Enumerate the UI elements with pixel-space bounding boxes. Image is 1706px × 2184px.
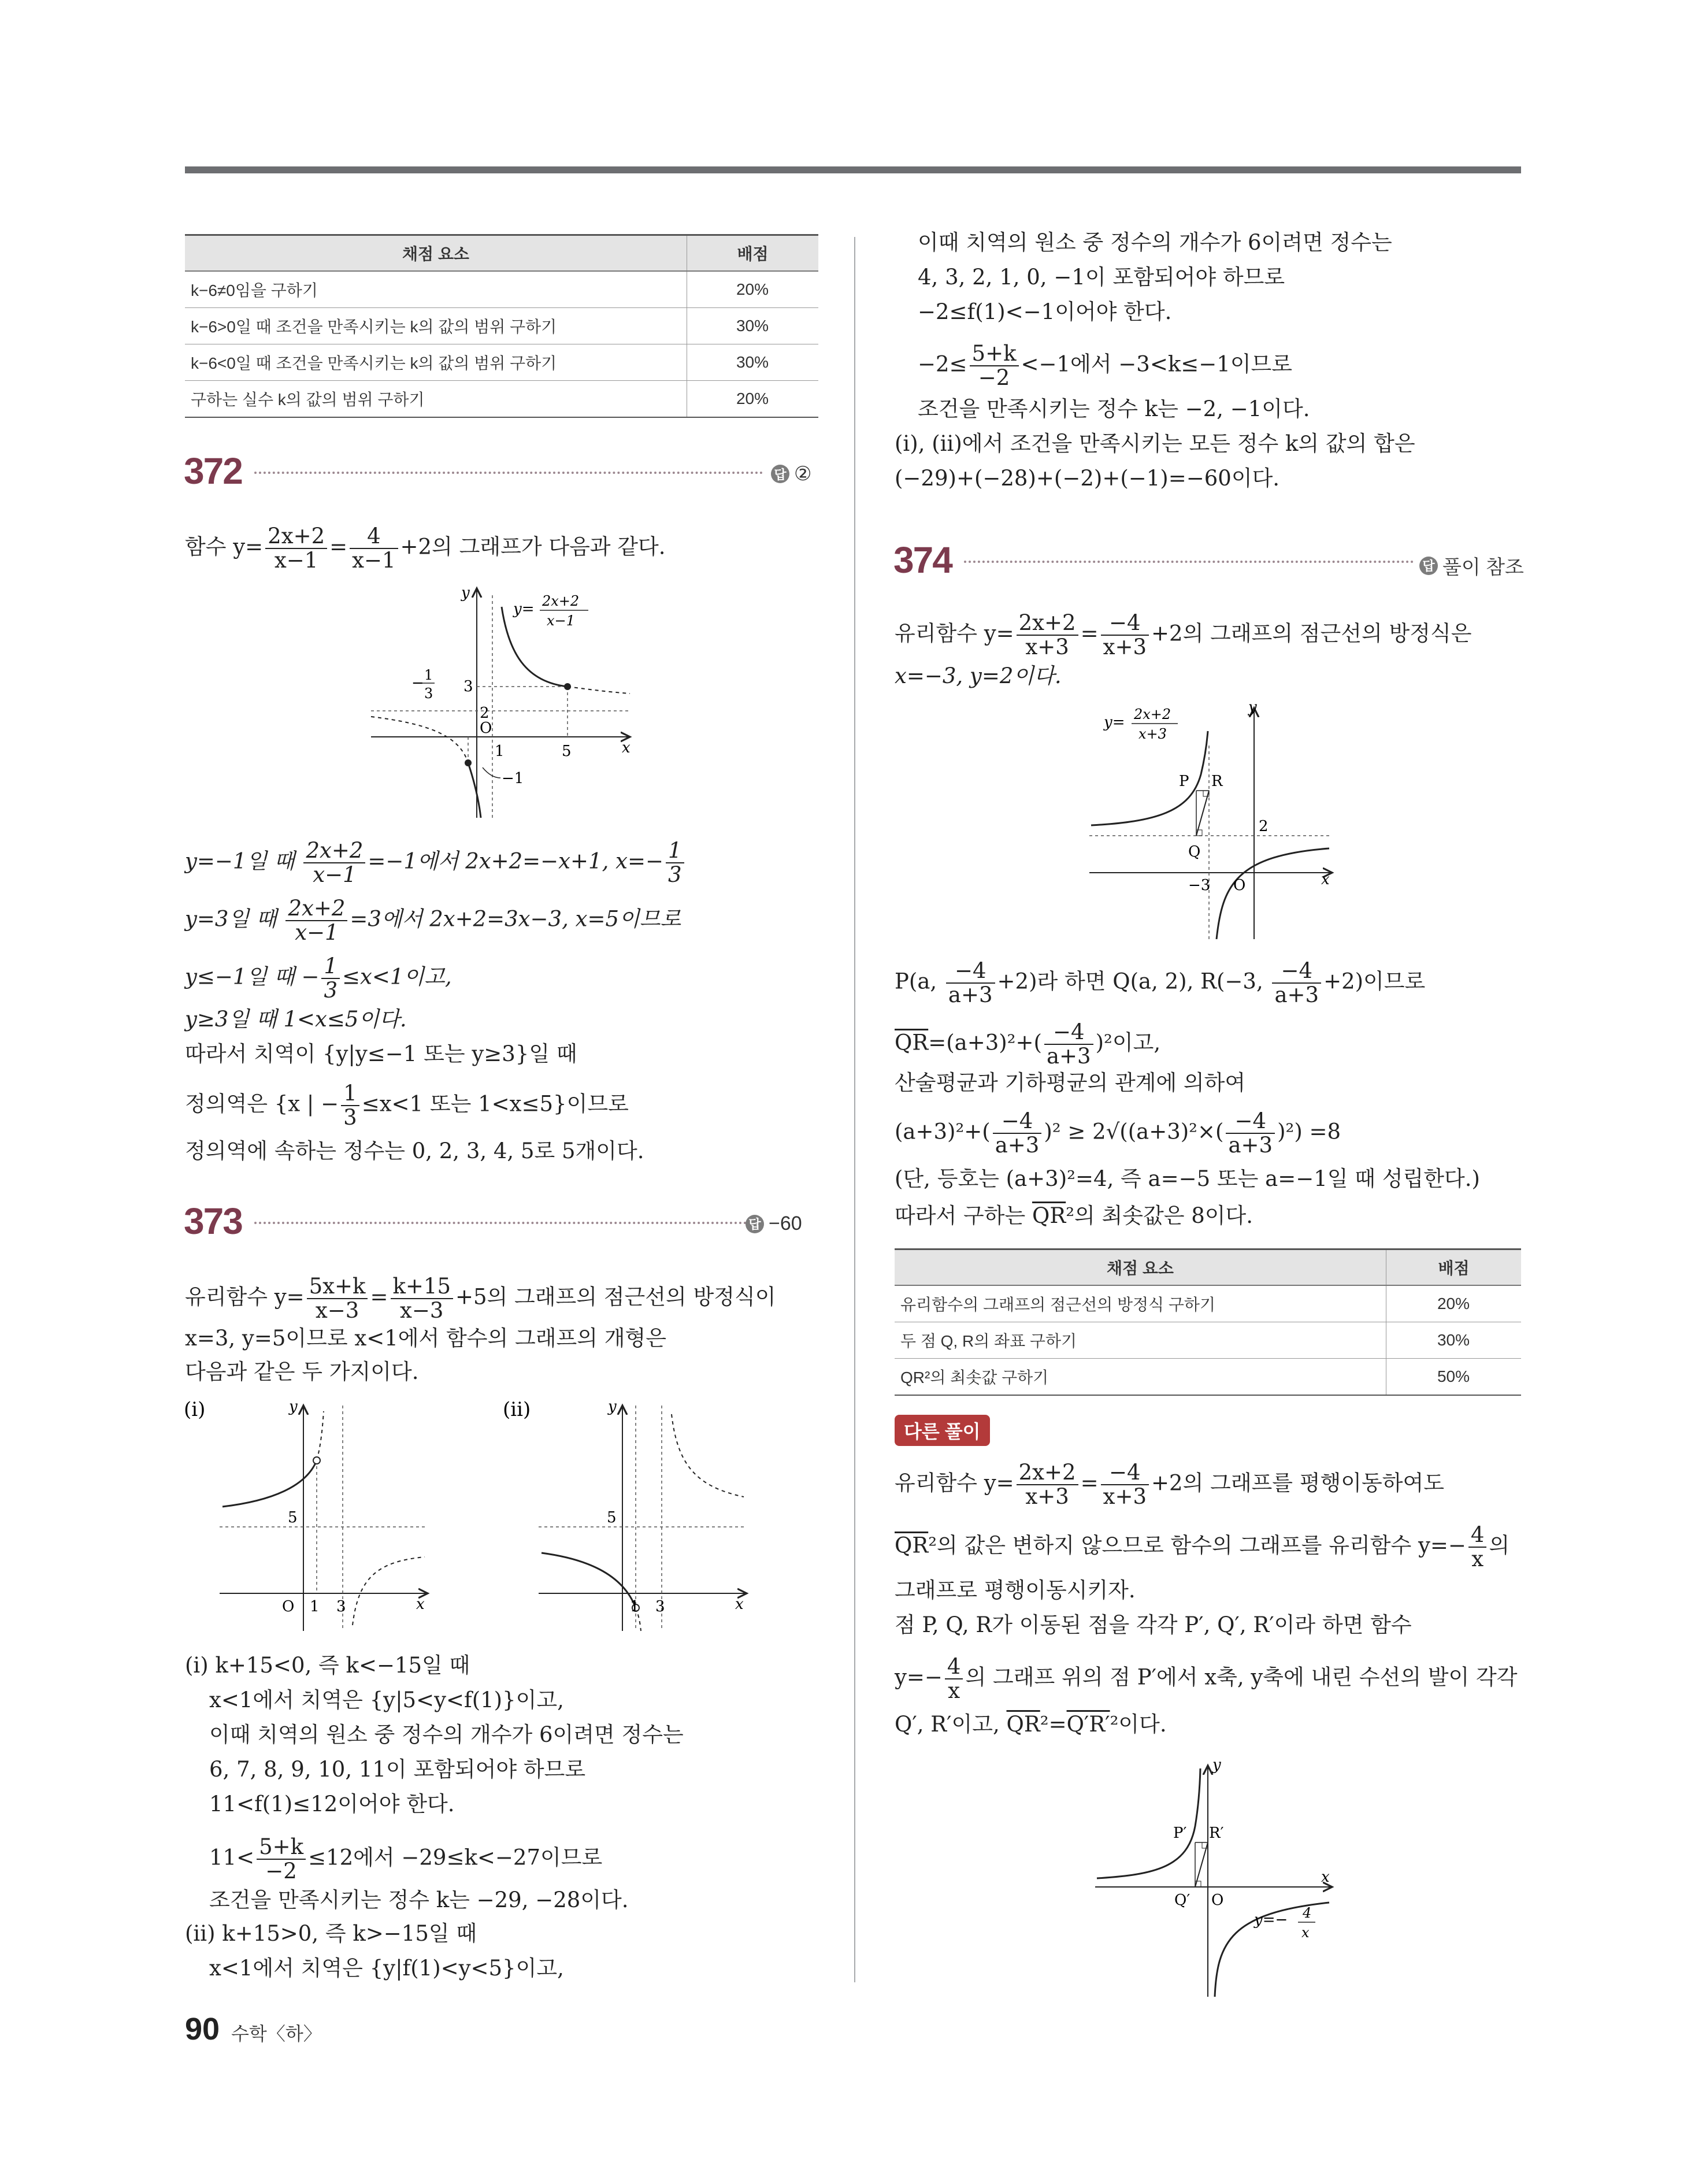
svg-text:x: x <box>1301 1925 1310 1941</box>
tick-minus-1: −1 <box>502 770 524 787</box>
p373-right-line3: −2≤f(1)<−1이어야 한다. <box>918 299 1172 324</box>
graph-374 <box>1081 699 1335 942</box>
table-row: k−6>0일 때 조건을 만족시키는 k의 값의 범위 구하기 30% <box>185 308 818 344</box>
table-row: 구하는 실수 k의 값의 범위 구하기 20% <box>185 381 818 418</box>
p373-case2-line2: x<1에서 치역은 {y|f(1)<y<5}이고, <box>209 1956 564 1981</box>
table-row: QR²의 최솟값 구하기 50% <box>895 1359 1521 1396</box>
column-divider <box>854 237 855 1982</box>
svg-text:x−1: x−1 <box>547 613 575 629</box>
graph-373-ii <box>498 1394 764 1637</box>
alt-line6: Q′, R′이고, $\overline{QR}^2=Q'R'^2$이다. <box>895 1712 1167 1737</box>
svg-text:3: 3 <box>336 1598 346 1615</box>
svg-text:3: 3 <box>655 1598 665 1615</box>
alt-line4: 점 P, Q, R가 이동된 점을 각각 P′, Q′, R′이라 하면 함수 <box>895 1612 1412 1637</box>
p373-right-line2: 4, 3, 2, 1, 0, −1이 포함되어야 하므로 <box>918 265 1285 290</box>
p373-line3: 다음과 같은 두 가지이다. <box>185 1359 419 1384</box>
answer-374: 답 풀이 참조 <box>1419 551 1524 580</box>
p374-line2: x=−3, y=2이다. <box>895 663 1062 688</box>
p372-line7: 정의역에 속하는 정수는 0, 2, 3, 4, 5로 5개이다. <box>185 1139 644 1163</box>
alt-line3: 그래프로 평행이동시키자. <box>895 1578 1136 1603</box>
p373-right-line7: (−29)+(−28)+(−2)+(−1)=−60이다. <box>895 466 1280 491</box>
p373-right-line5: 조건을 만족시키는 정수 k는 −2, −1이다. <box>918 396 1310 421</box>
svg-text:O: O <box>282 1598 295 1615</box>
p373-case1-line5: 11<f(1)≤12이어야 한다. <box>209 1792 455 1816</box>
p373-case1-line2: x<1에서 치역은 {y|5<y<f(1)}이고, <box>209 1688 564 1712</box>
p372-line4: y≥3일 때 1<x≤5이다. <box>185 1007 407 1032</box>
axis-label-x: x <box>622 739 631 757</box>
tick-2: 2 <box>480 704 489 722</box>
p373-case2-line1: (ⅱ) k+15>0, 즉 k>−15일 때 <box>185 1921 477 1946</box>
svg-text:Q′: Q′ <box>1174 1892 1191 1909</box>
dotted-leader <box>254 472 763 474</box>
table-header: 채점 요소 <box>185 235 687 272</box>
curve-left-dashed <box>371 717 468 763</box>
table-row: k−6<0일 때 조건을 만족시키는 k의 값의 범위 구하기 30% <box>185 344 818 381</box>
p373-right-line4: −2≤ $\frac{5+k}{-2}$ <−1에서 −3<k≤−1이므로 <box>918 341 1293 390</box>
svg-text:x: x <box>1321 1868 1330 1886</box>
p372-line6: 정의역은 {x | − $\frac{1}{3}$ ≤x<1 또는 1<x≤5}이므로 <box>185 1081 629 1130</box>
svg-text:x: x <box>735 1596 744 1613</box>
p373-case1-line6: 11< $\frac{5+k}{-2}$ ≤12에서 −29≤k<−27이므로 <box>209 1834 603 1883</box>
svg-text:O: O <box>1233 877 1246 894</box>
svg-text:y: y <box>1212 1757 1221 1774</box>
tick-1: 1 <box>495 743 505 760</box>
p373-right-line1: 이때 치역의 원소 중 정수의 개수가 6이려면 정수는 <box>918 230 1392 255</box>
tick-5: 5 <box>562 743 572 760</box>
svg-text:R: R <box>1211 773 1223 790</box>
p372-line2: y=3일 때 $\frac{2x+2}{x-1}$ =3에서 2x+2=3x−3, x=5이므로 <box>185 896 681 945</box>
svg-text:−3: −3 <box>1188 877 1211 894</box>
svg-text:4: 4 <box>1303 1905 1312 1921</box>
p374-intro: 유리함수 y= $\frac{2x+2}{x+3}$ = $\frac{-4}{x+3}$ +2의 그래프의 점근선의 방정식은 <box>895 610 1472 659</box>
table-row: k−6≠0임을 구하기 20% <box>185 271 818 308</box>
svg-text:y: y <box>608 1398 617 1415</box>
p372-intro: 함수 y= $\frac{2x+2}{x-1}$ = $\frac{4}{x-1}$ +2의 그래프가 다음과 같다. <box>185 524 666 573</box>
scoring-table-371 <box>185 234 818 418</box>
svg-text:5: 5 <box>607 1509 617 1526</box>
p374-line8: 따라서 구하는 $\overline{QR}^2$의 최솟값은 8이다. <box>895 1203 1253 1228</box>
curve-label: y= <box>513 600 535 618</box>
p373-right-line6: (ⅰ), (ⅱ)에서 조건을 만족시키는 모든 정수 k의 값의 합은 <box>895 431 1415 456</box>
svg-text:y=−: y=− <box>1254 1911 1288 1929</box>
problem-number-372: 372 <box>184 450 242 492</box>
answer-icon: 답 <box>1419 557 1438 575</box>
alt-line1: 유리함수 y= $\frac{2x+2}{x+3}$ = $\frac{-4}{x+3}$ +2의 그래프를 평행이동하여도 <box>895 1460 1444 1509</box>
tick-minus-sign: − <box>411 674 424 692</box>
p373-case1-line4: 6, 7, 8, 9, 10, 11이 포함되어야 하므로 <box>209 1757 586 1782</box>
tick-neg-third-num: 1 <box>424 667 433 683</box>
curve-left-solid <box>468 763 481 818</box>
alt-line2: $\overline{QR}^2$의 값은 변하지 않으므로 함수의 그래프를 유리함수 y=− $\frac{4}{x}$ 의 <box>895 1522 1510 1571</box>
alt-line5: y=− $\frac{4}{x}$ 의 그래프 위의 점 P′에서 x축, y축에 내린 수선의 발이 각각 <box>895 1654 1518 1703</box>
table-row: 두 점 Q, R의 좌표 구하기 30% <box>895 1322 1521 1359</box>
p372-line3: y≤−1일 때 − $\frac{1}{3}$ ≤x<1이고, <box>185 954 452 1003</box>
p374-line5: 산술평균과 기하평균의 관계에 의하여 <box>895 1070 1246 1095</box>
dotted-leader <box>964 561 1414 563</box>
svg-text:2x+2: 2x+2 <box>542 593 580 609</box>
table-row: 유리함수의 그래프의 점근선의 방정식 구하기 20% <box>895 1285 1521 1322</box>
case-label: (ⅱ) <box>503 1398 531 1421</box>
svg-text:1: 1 <box>310 1598 320 1615</box>
alt-solution-tag: 다른 풀이 <box>895 1415 990 1446</box>
p373-case1-line1: (ⅰ) k+15<0, 즉 k<−15일 때 <box>185 1653 470 1678</box>
tick-neg-third-den: 3 <box>424 685 433 702</box>
origin-label: O <box>480 720 492 737</box>
table-header: 배점 <box>687 235 819 272</box>
svg-text:x: x <box>416 1596 425 1613</box>
svg-text:y: y <box>1248 699 1257 716</box>
p373-intro: 유리함수 y= $\frac{5x+k}{x-3}$ = $\frac{k+15}{x-3}$ +5의 그래프의 점근선의 방정식이 <box>185 1274 776 1323</box>
p373-line2: x=3, y=5이므로 x<1에서 함수의 그래프의 개형은 <box>185 1326 666 1351</box>
svg-text:Q: Q <box>1188 843 1201 861</box>
p372-line1: y=−1일 때 $\frac{2x+2}{x-1}$ =−1에서 2x+2=−x+1, x=− $\frac{1}{3}$ <box>185 839 687 887</box>
curve-right-dashed <box>568 687 630 694</box>
problem-number-373: 373 <box>184 1200 242 1242</box>
graph-372 <box>364 584 641 821</box>
leader-line <box>483 767 500 778</box>
svg-text:5: 5 <box>288 1509 298 1526</box>
svg-text:R′: R′ <box>1209 1825 1224 1842</box>
p374-line4: $\overline{QR}=(a+3)^2+$( $\frac{-4}{a+3}$ )²이고, <box>895 1019 1161 1069</box>
svg-text:O: O <box>1211 1892 1224 1909</box>
axis-label-y: y <box>461 584 470 602</box>
svg-text:x+3: x+3 <box>1138 726 1167 742</box>
point-neg <box>465 759 472 766</box>
table-header: 채점 요소 <box>895 1249 1386 1286</box>
graph-374-alt <box>1086 1757 1341 2000</box>
svg-text:x: x <box>1321 871 1330 888</box>
p373-case1-line3: 이때 치역의 원소 중 정수의 개수가 6이려면 정수는 <box>209 1722 684 1747</box>
point-5-3 <box>564 683 571 690</box>
answer-icon: 답 <box>746 1215 764 1233</box>
svg-text:2: 2 <box>1259 818 1269 835</box>
svg-text:2x+2: 2x+2 <box>1134 706 1171 722</box>
answer-373: 답 −60 <box>746 1212 802 1235</box>
svg-text:y: y <box>289 1398 298 1415</box>
scoring-table-374 <box>895 1248 1521 1396</box>
p373-case1-line7: 조건을 만족시키는 정수 k는 −29, −28이다. <box>209 1888 629 1912</box>
answer-icon: 답 <box>771 465 789 483</box>
svg-text:P: P <box>1179 773 1189 790</box>
svg-text:y=: y= <box>1104 714 1125 731</box>
p374-line3: P(a, $\frac{-4}{a+3}$ +2)라 하면 Q(a, 2), R(−3, $\frac{-4}{a+3}$ +2)이므로 <box>895 958 1426 1007</box>
answer-372: 답 ② <box>771 462 811 485</box>
svg-text:1: 1 <box>630 1598 640 1615</box>
dotted-leader <box>254 1222 751 1224</box>
svg-text:P′: P′ <box>1173 1825 1187 1842</box>
p374-line6: (a+3)²+( $\frac{-4}{a+3}$ )² ≥ 2√((a+3)²×( $\frac{-4}{a+3}$ )²) =8 <box>895 1108 1341 1158</box>
table-header: 배점 <box>1386 1249 1522 1286</box>
p374-line7: (단, 등호는 (a+3)²=4, 즉 a=−5 또는 a=−1일 때 성립한다.) <box>895 1166 1480 1191</box>
problem-number-374: 374 <box>893 539 952 581</box>
p372-line5: 따라서 치역이 {y|y≤−1 또는 y≥3}일 때 <box>185 1041 577 1066</box>
top-rule <box>185 166 1521 173</box>
tick-3: 3 <box>463 678 473 695</box>
case-label: (ⅰ) <box>184 1398 206 1421</box>
graph-373-i <box>179 1394 445 1637</box>
page-number: 90 <box>185 2012 220 2046</box>
page-subject: 수학〈하〉 <box>231 2023 322 2044</box>
